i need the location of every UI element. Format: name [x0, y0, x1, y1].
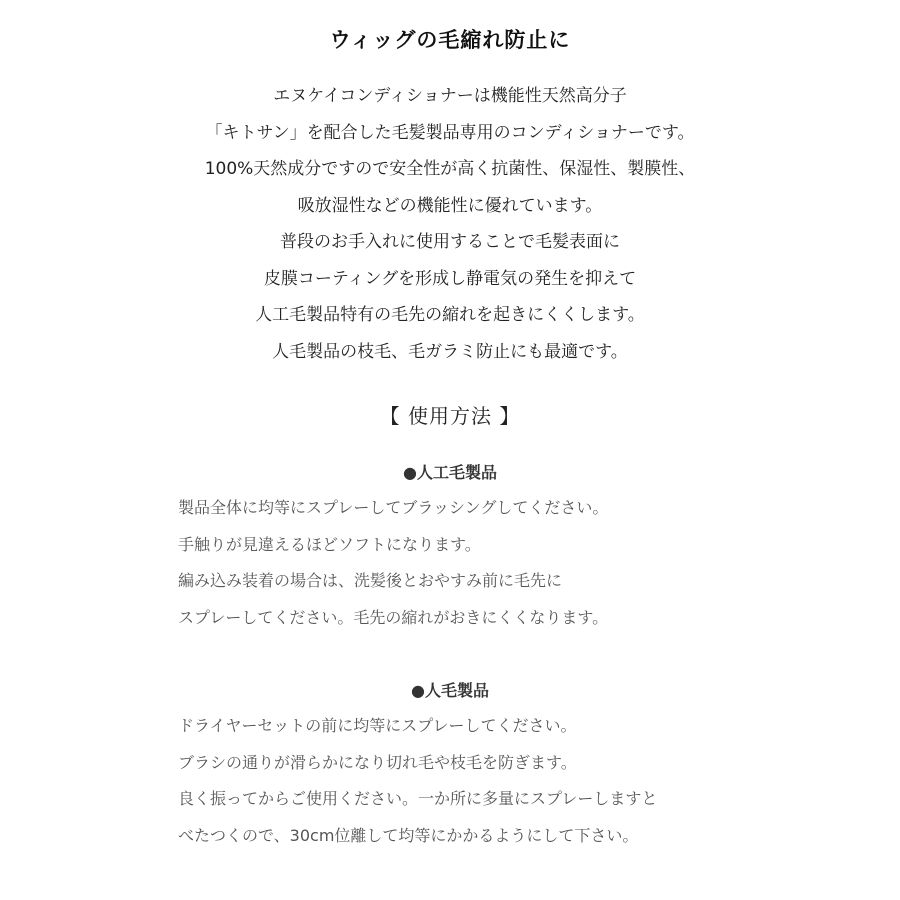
intro-line: 皮膜コーティングを形成し静電気の発生を抑えて	[263, 268, 637, 289]
intro-text	[0, 78, 900, 370]
instruction-line: 編み込み装着の場合は、洗髪後とおやすみ前に毛先に	[178, 571, 563, 590]
section-heading-synthetic: ●人工毛製品	[403, 463, 497, 482]
instruction-line: 製品全体に均等にスプレーしてブラッシングしてください。	[178, 498, 609, 517]
instruction-line: ドライヤーセットの前に均等にスプレーしてください。	[178, 716, 577, 735]
intro-line: 人工毛製品特有の毛先の縮れを起きにくくします。	[255, 305, 645, 325]
instruction-line: 手触りが見違えるほどソフトになります。	[178, 534, 481, 554]
section-body-synthetic	[178, 490, 860, 636]
intro-line: 100%天然成分ですので安全性が高く抗菌性、保湿性、製膜性、	[204, 159, 696, 179]
intro-line: 吸放湿性などの機能性に優れています。	[297, 195, 603, 216]
intro-line: 「キトサン」を配合した毛髪製品専用のコンディショナーです。	[205, 122, 695, 143]
page-title: ウィッグの毛縮れ防止に	[329, 28, 571, 52]
usage-heading: 【 使用方法 】	[379, 404, 521, 428]
intro-line: 普段のお手入れに使用することで毛髪表面に	[280, 232, 620, 252]
section-body-human-hair	[178, 708, 860, 854]
section-heading-human-hair: ●人毛製品	[411, 681, 489, 700]
intro-line: エヌケイコンディショナーは機能性天然高分子	[273, 86, 627, 106]
instruction-line: べたつくので、30cm位離して均等にかかるようにして下さい。	[178, 825, 639, 845]
intro-line: 人毛製品の枝毛、毛ガラミ防止にも最適です。	[272, 341, 628, 362]
instruction-line: スプレーしてください。毛先の縮れがおきにくくなります。	[178, 607, 609, 627]
instruction-line: 良く振ってからご使用ください。一か所に多量にスプレーしますと	[178, 789, 658, 808]
instruction-line: ブラシの通りが滑らかになり切れ毛や枝毛を防ぎます。	[178, 752, 577, 772]
